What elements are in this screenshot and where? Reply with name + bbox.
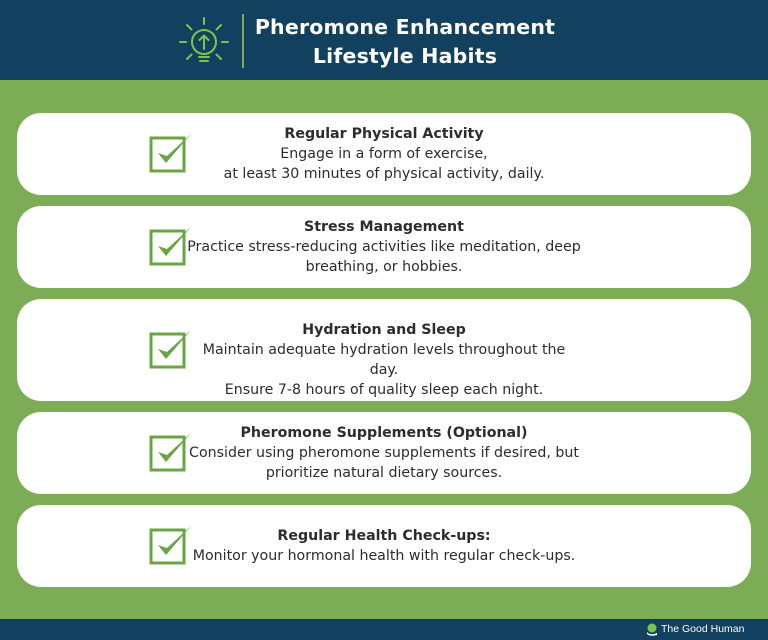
habit-text (187, 526, 581, 566)
habit-description: Monitor your hormonal health with regular check-ups. (192, 548, 576, 564)
footer-bar (0, 619, 768, 640)
habit-description: Engage in a form of exercise, at least 30 minutes of physical activity, daily. (223, 146, 545, 182)
header-banner (0, 0, 768, 80)
habit-card-health-checkups (17, 505, 751, 587)
lightbulb-growth-icon (178, 16, 230, 68)
habit-title: Hydration and Sleep (302, 322, 466, 338)
habit-card-pheromone-supplements (17, 412, 751, 494)
page-title (250, 13, 560, 71)
habit-description: Consider using pheromone supplements if desired, but prioritize natural dietary sources. (189, 445, 579, 481)
habit-card-physical-activity (17, 113, 751, 195)
habit-text (187, 320, 581, 400)
habit-text (187, 217, 581, 277)
habit-title: Regular Health Check-ups: (277, 528, 491, 544)
habit-title: Regular Physical Activity (284, 126, 484, 142)
habit-text (187, 423, 581, 483)
habit-title: Pheromone Supplements (Optional) (240, 425, 528, 441)
habit-card-hydration-sleep (17, 299, 751, 401)
header-divider (242, 14, 244, 68)
globe-hand-icon (646, 623, 658, 636)
habit-title: Stress Management (304, 219, 464, 235)
title-line-2: Lifestyle Habits (312, 44, 498, 68)
title-line-1: Pheromone Enhancement (254, 15, 556, 39)
brand-name[interactable]: The Good Human (661, 623, 745, 635)
habit-text (187, 124, 581, 184)
habit-description: Practice stress-reducing activities like meditation, deep breathing, or hobbies. (187, 239, 581, 275)
habit-description: Maintain adequate hydration levels throughout the day. Ensure 7-8 hours of quality sleep each night. (202, 342, 566, 398)
habit-card-stress-management (17, 206, 751, 288)
